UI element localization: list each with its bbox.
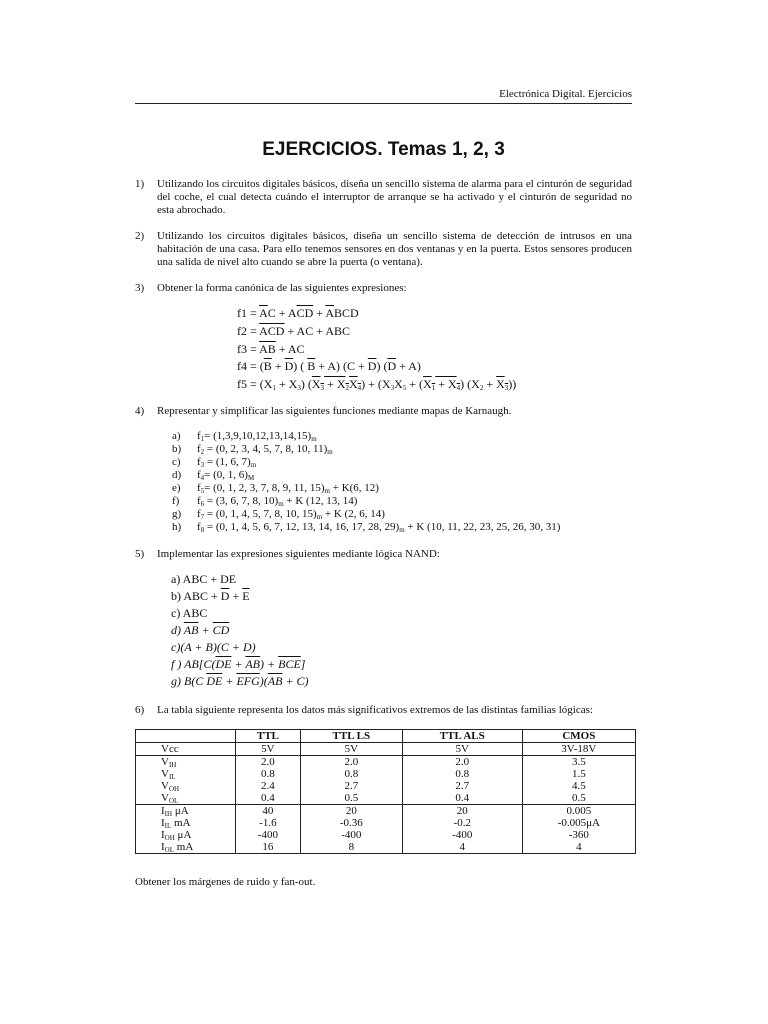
term-kind: M [247,474,255,482]
karnaugh-item [172,469,254,482]
parameter-subscript: IL [168,773,176,781]
value-cell: 4 [522,841,635,854]
parameter-cell [136,829,236,841]
exercise-number: 6) [135,704,145,716]
value-cell: 0.005 [522,805,635,818]
value-cell: 1.5 [522,768,635,780]
parameter-unit: mA [174,841,194,853]
karnaugh-item [172,482,379,495]
expression-f3: $f3 = \overline{AB}$ + AC [237,342,305,356]
value-cell: 0.8 [236,768,301,780]
dont-care-terms: + K (10, 11, 22, 23, 25, 26, 30, 31) [404,521,561,533]
value-cell: 2.7 [300,780,402,792]
function-terms: = (0, 1, 6) [204,469,248,481]
term-kind: m [324,487,330,495]
parameter-symbol: V [161,756,169,768]
karnaugh-item [172,521,560,534]
nand-item-c: c) ABC [171,606,208,620]
parameter-cell [136,756,236,769]
exercise-text: Utilizando los circuitos digitales básicos, diseña un sencillo sistema de detección de intrusos en una habitación de una casa. Para ello tenemos sensores en dos ventanas y en la puerta. Estos sensores producen una salida de nivel alto cuando se abre la puerta (o ventana). [157,230,632,268]
nand-item-a: a) ABC + DE [171,572,237,586]
exercise-2 [135,230,632,270]
parameter-unit: μA [174,829,192,841]
item-letter: a) [172,430,181,442]
karnaugh-item [172,508,385,521]
value-cell: 5V [236,743,301,756]
value-cell: -0.36 [300,817,402,829]
value-cell: 2.0 [402,756,522,769]
parameter-symbol: I [161,805,165,817]
value-cell: 2.0 [236,756,301,769]
dont-care-terms: + K (2, 6, 14) [322,508,385,520]
exercise-text: La tabla siguiente representa los datos más significativos extremos de las distintas familias lógicas: [157,704,593,716]
table-header-cell: TTL [236,730,301,743]
item-letter: c) [172,456,181,468]
function-name: f [197,456,201,468]
table-header-cell: TTL LS [300,730,402,743]
running-header: Electrónica Digital. Ejercicios [499,88,632,100]
term-kind: m [316,513,323,521]
function-terms: = (1,3,9,10,12,13,14,15) [204,430,312,442]
value-cell: 5V [402,743,522,756]
value-cell: 3V-18V [522,743,635,756]
table-row [136,756,636,769]
value-cell: 4.5 [522,780,635,792]
table-header-row [136,730,636,743]
exercise-number: 2) [135,230,145,242]
parameter-cell [136,768,236,780]
function-terms: = (0, 1, 2, 3, 7, 8, 9, 11, 15) [204,482,325,494]
karnaugh-item [172,430,317,443]
value-cell: 3.5 [522,756,635,769]
parameter-symbol: I [161,817,165,829]
exercise-4 [135,405,632,419]
exercise-6 [135,704,632,718]
term-kind: m [327,448,333,456]
term-kind: m [250,461,257,469]
footer-note: Obtener los márgenes de ruido y fan-out. [135,876,316,888]
nand-item-e: c)(A + B)(C + D) [171,640,256,654]
value-cell: 5V [300,743,402,756]
value-cell: -0.005μA [522,817,635,829]
parameter-unit: μA [172,805,189,817]
expression-f1: $f1 = \overline{A}C + A\overline{CD} + \overline{A}BCD$ [237,306,359,320]
function-name: f [197,482,201,494]
exercise-text: Implementar las expresiones siguientes mediante lógica NAND: [157,548,440,560]
parameter-cell [136,792,236,805]
karnaugh-item [172,456,256,469]
value-cell: 2.7 [402,780,522,792]
value-cell: -400 [236,829,301,841]
parameter-subscript: OL [164,846,175,854]
table-row [136,743,636,756]
item-letter: b) [172,443,182,455]
table-row [136,805,636,818]
parameter-subscript: IL [164,822,172,830]
exercise-number: 5) [135,548,145,560]
parameter-cell [136,817,236,829]
value-cell: 2.0 [300,756,402,769]
nand-item-g: g) B(C $\overline{DE} + \overline{EFG})(\overline{AB} + C)$ [171,674,309,688]
exercise-3 [135,282,632,296]
value-cell: -0.2 [402,817,522,829]
karnaugh-item [172,495,357,508]
value-cell: -400 [300,829,402,841]
parameter-subscript: OH [168,785,180,793]
parameter-cell [136,743,236,756]
function-name: f [197,443,201,455]
item-letter: d) [172,469,182,481]
parameter-symbol: I [161,829,165,841]
value-cell: 0.4 [236,792,301,805]
parameter-symbol: I [161,841,165,853]
parameter-symbol: V [161,792,169,804]
exercise-number: 4) [135,405,145,417]
function-name: f [197,469,201,481]
table-row [136,817,636,829]
expression-f5: $f5 = (X_1 + X_3) (X_3 + X_2X_4) + (X_3X_5 + (X_1 + X_4) (X_2 + X_3))$ [237,377,517,392]
term-kind: m [311,435,317,443]
exercise-number: 1) [135,178,145,190]
table-row [136,829,636,841]
value-cell: -1.6 [236,817,301,829]
dont-care-terms: + K(6, 12) [330,482,379,494]
function-terms: = (0, 2, 3, 4, 5, 7, 8, 10, 11) [204,443,328,455]
parameter-subscript: OL [168,797,179,805]
function-index: 7 [200,513,205,521]
parameter-symbol: Vcc [161,743,179,755]
function-index: 6 [200,500,205,508]
parameter-symbol: V [161,768,169,780]
value-cell: 0.5 [522,792,635,805]
value-cell: 8 [300,841,402,854]
table-row [136,768,636,780]
function-index: 8 [200,526,205,534]
exercise-1 [135,178,632,218]
nand-item-f: f ) $AB[C(\overline{DE} + \overline{AB}) + \overline{BCE}]$ [171,657,306,671]
value-cell: 0.4 [402,792,522,805]
nand-item-b: b) ABC + $\overline{D} + \overline{E}$ [171,589,250,603]
function-terms: = (0, 1, 4, 5, 6, 7, 12, 13, 14, 16, 17, 28, 29) [204,521,400,533]
function-index: 4 [200,474,205,482]
term-kind: m [278,500,284,508]
value-cell: 0.8 [300,768,402,780]
dont-care-terms: + K (12, 13, 14) [283,495,358,507]
term-kind: m [399,526,405,534]
table-body [136,743,636,854]
parameter-unit: mA [171,817,191,829]
parameter-cell [136,841,236,854]
value-cell: 4 [402,841,522,854]
expression-f2: $f2 = \overline{ACD}$ + AC + ABC [237,324,351,338]
karnaugh-item [172,443,333,456]
exercise-text: Utilizando los circuitos digitales básicos, diseña un sencillo sistema de alarma para el cinturón de seguridad del coche, el cual detecta cuándo el interruptor de arranque se ha activado y el cinturón de seguridad no esta abrochado. [157,178,632,216]
value-cell: 16 [236,841,301,854]
value-cell: 20 [300,805,402,818]
function-terms: = (1, 6, 7) [204,456,251,468]
header-rule [135,103,632,104]
expression-f4: $f4 = (\overline{B} + \overline{D})$ ( $\overline{B} + A$) $(C + \overline{D})$ $(\overline{D} + A)$ [237,359,421,373]
table-header-cell: TTL ALS [402,730,522,743]
value-cell: 0.5 [300,792,402,805]
function-index: 2 [200,448,205,456]
item-letter: g) [172,508,182,520]
logic-families-table [135,729,636,854]
table-row [136,841,636,854]
parameter-subscript: IH [168,761,177,769]
value-cell: 40 [236,805,301,818]
value-cell: 20 [402,805,522,818]
function-name: f [197,508,201,520]
exercise-5 [135,548,632,562]
table-row [136,780,636,792]
value-cell: -360 [522,829,635,841]
exercise-text: Obtener la forma canónica de las siguientes expresiones: [157,282,407,294]
parameter-subscript: IH [164,810,173,818]
parameter-cell [136,780,236,792]
table-row [136,792,636,805]
function-index: 1 [200,435,205,443]
table-header-cell [136,730,236,743]
table-header-cell: CMOS [522,730,635,743]
parameter-subscript: OH [164,834,175,842]
value-cell: 2.4 [236,780,301,792]
item-letter: h) [172,521,182,533]
item-letter: e) [172,482,181,494]
function-index: 5 [200,487,205,495]
item-letter: f) [172,495,180,507]
value-cell: -400 [402,829,522,841]
nand-item-d: d) $\overline{AB} + \overline{CD}$ [171,623,230,637]
function-name: f [197,521,201,533]
function-name: f [197,495,201,507]
function-index: 3 [200,461,205,469]
function-terms: = (0, 1, 4, 5, 7, 8, 10, 15) [204,508,317,520]
exercise-number: 3) [135,282,145,294]
function-terms: = (3, 6, 7, 8, 10) [204,495,279,507]
parameter-symbol: V [161,780,169,792]
exercise-text: Representar y simplificar las siguientes funciones mediante mapas de Karnaugh. [157,405,512,417]
page-title: EJERCICIOS. Temas 1, 2, 3 [262,139,505,160]
value-cell: 0.8 [402,768,522,780]
parameter-cell [136,805,236,818]
function-name: f [197,430,201,442]
